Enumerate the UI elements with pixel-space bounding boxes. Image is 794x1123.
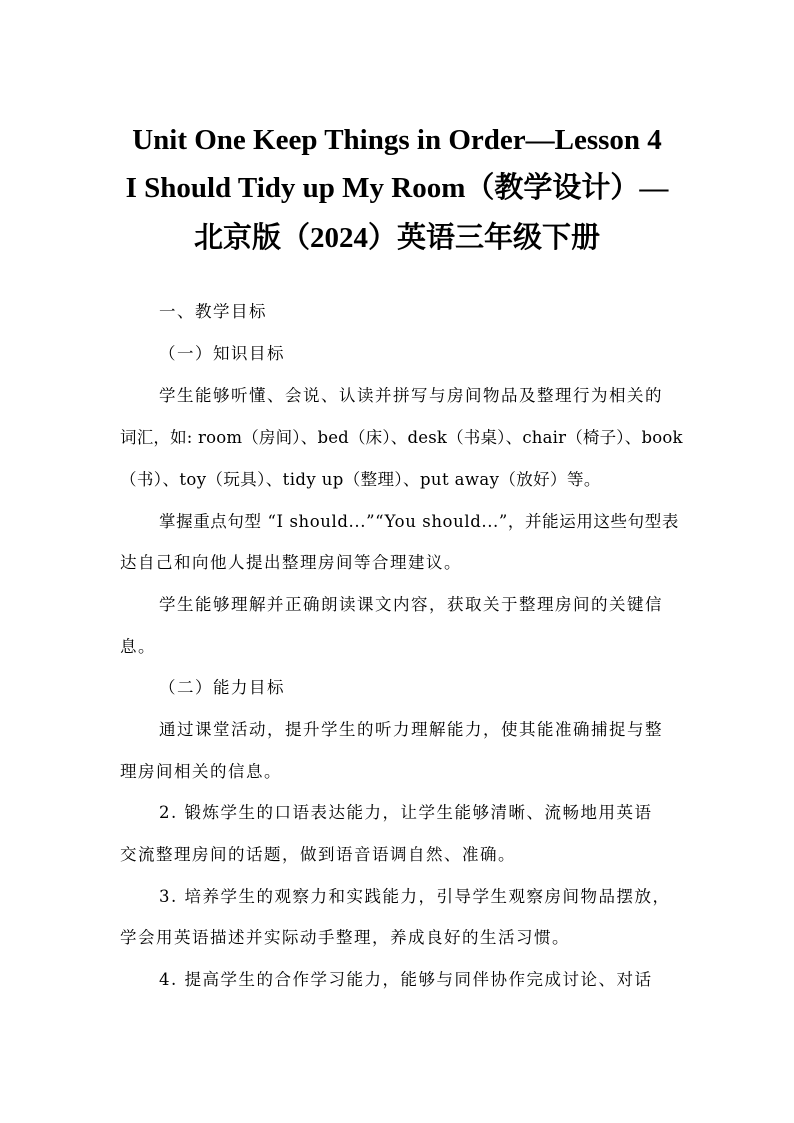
paragraph-line: 理房间相关的信息。 — [120, 762, 282, 781]
paragraph-line: 学会用英语描述并实际动手整理，养成良好的生活习惯。 — [120, 928, 570, 947]
title-line-1: Unit One Keep Things in Order—Lesson 4 — [132, 124, 662, 156]
paragraph-line: 学生能够听懂、会说、认读并拼写与房间物品及整理行为相关的 — [159, 386, 663, 405]
list-item-4: 4. 提高学生的合作学习能力，能够与同伴协作完成讨论、对话 — [159, 970, 653, 989]
paragraph-line: （书）、toy（玩具）、tidy up（整理）、put away（放好）等。 — [120, 470, 601, 489]
paragraph-line: 掌握重点句型 “I should...”“You should...”，并能运用这些句型表 — [159, 512, 679, 531]
title-line-2: I Should Tidy up My Room（教学设计）— — [125, 172, 669, 204]
paragraph-line: 交流整理房间的话题，做到语音语调自然、准确。 — [120, 845, 516, 864]
subsection-heading-knowledge-objectives: （一）知识目标 — [159, 344, 285, 363]
paragraph-line: 词汇，如: room（房间）、bed（床）、desk（书桌）、chair（椅子）、book — [120, 428, 683, 447]
subsection-heading-ability-objectives: （二）能力目标 — [159, 678, 285, 697]
paragraph-line: 息。 — [120, 637, 156, 656]
paragraph-line: 通过课堂活动，提升学生的听力理解能力，使其能准确捕捉与整 — [159, 720, 663, 739]
title-line-3: 北京版（2024）英语三年级下册 — [193, 222, 600, 254]
paragraph-line: 达自己和向他人提出整理房间等合理建议。 — [120, 553, 462, 572]
section-heading-teaching-objectives: 一、教学目标 — [159, 302, 267, 321]
paragraph-line: 学生能够理解并正确朗读课文内容，获取关于整理房间的关键信 — [159, 595, 663, 614]
list-item-3: 3. 培养学生的观察力和实践能力，引导学生观察房间物品摆放， — [159, 887, 671, 906]
list-item-2: 2. 锻炼学生的口语表达能力，让学生能够清晰、流畅地用英语 — [159, 803, 653, 822]
